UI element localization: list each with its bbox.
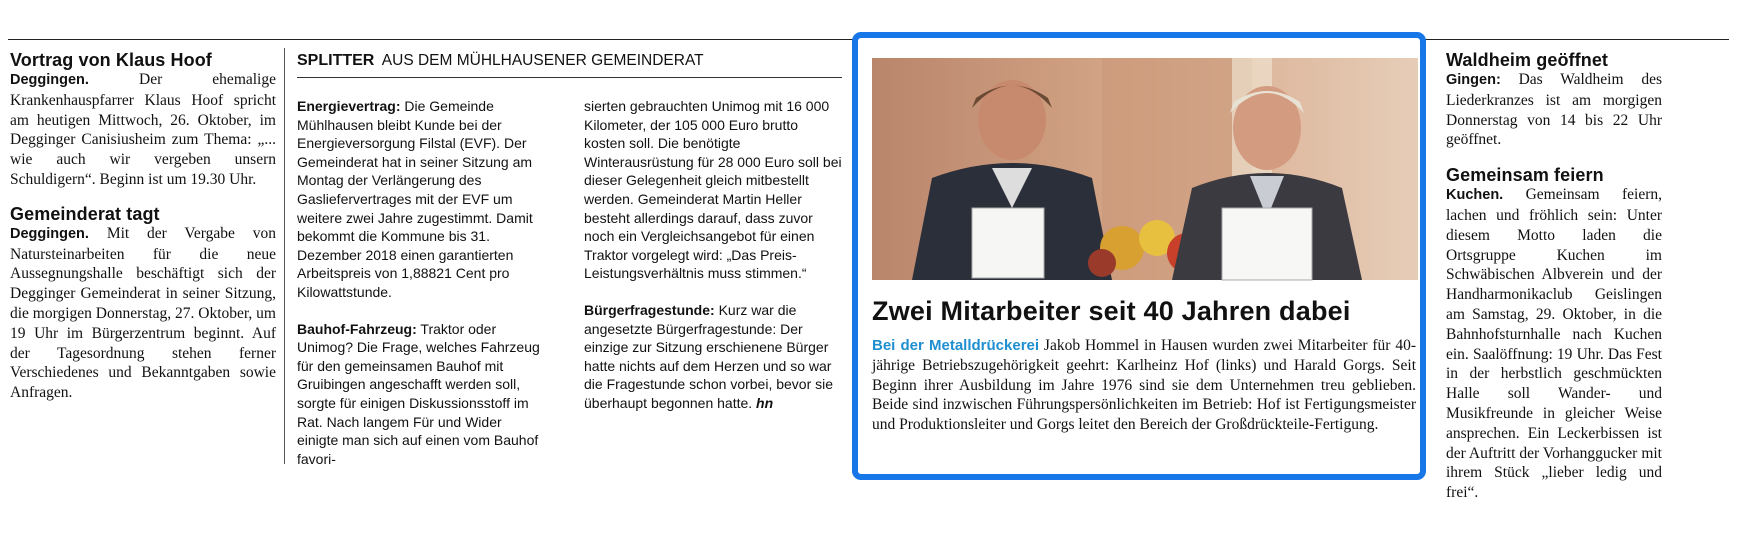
splitter-subtitle: AUS DEM MÜHLHAUSENER GEMEINDERAT — [381, 52, 704, 69]
splitter-item-bauhof — [297, 320, 542, 467]
feature-box — [852, 32, 1426, 480]
body-vortrag — [10, 70, 276, 190]
headline-vortrag: Vortrag von Klaus Hoof — [10, 50, 212, 70]
item-lead: Bauhof-Fahrzeug: — [297, 320, 417, 337]
text: Das Waldheim des Liederkranzes ist am morgigen Donnerstag von 14 bis 22 Uhr geöffnet. — [1446, 71, 1663, 149]
item-lead: Energievertrag: — [297, 98, 401, 114]
author-initials: hn — [756, 394, 774, 411]
photo-two-men-certificates — [872, 58, 1418, 280]
headline-feiern: Gemeinsam feiern — [1446, 165, 1604, 186]
caption-lead: Bei der Metalldrückerei — [872, 337, 1040, 354]
article-gemeinderat — [10, 204, 276, 403]
splitter-item-bauhof-tail — [584, 0, 842, 78]
splitter-item-energievertrag — [297, 97, 542, 302]
item-lead: Bürgerfragestunde: — [584, 301, 715, 318]
text: Mit der Vergabe von Natursteinarbeiten für die neue Aussegnungshalle beschäftigt sich der Degginger Gemeinderat in seiner Sitzung, die morgigen Donnerstag, 27. Oktober, um 19 Uhr im Bürgerzentrum beginnt. Auf der Tagesordnung stehen ferner Verschiedenes und Bekanntgaben sowie Anfragen. — [10, 224, 277, 402]
splitter-label: SPLITTER — [297, 52, 375, 69]
column-left — [10, 50, 276, 403]
splitter-col-a — [297, 97, 542, 467]
text: Der ehemalige Krankenhauspfarrer Klaus Hoof spricht am heutigen Mittwoch, 26. Oktober, im Degginger Canisiusheim zum Thema: „... wie auch wir vergeben unsern Schuldigern“. Beginn ist um 19.30 Uhr. — [10, 71, 276, 188]
column-divider — [284, 48, 285, 464]
item-body: Die Gemeinde Mühlhausen bleibt Kunde bei der Energieversorgung Filstal (EVF). Der Gemeinderat hat in seiner Sitzung am Montag der Verlängerung des Gasliefervertrages mit der EVF um weitere zwei Jahre zugestimmt. Damit bekommt die Kommune bis 31. Dezember 2018 einen garantierten Arbeitspreis von 1,88821 Cent pro Kilowattstunde. — [297, 98, 533, 300]
column-right — [1446, 50, 1662, 503]
body-gemeinderat — [10, 224, 276, 403]
item-body: Traktor oder Unimog? Die Frage, welches Fahrzeug für den gemeinsamen Bauhof mit Gruibingen angeschafft werden soll, sorgte für einigen Diskussionsstoff im Rat. Nach langem Für und Wider einigte man sich auf einen vom Bauhof favori- — [297, 320, 540, 467]
bauhof-continuation: sierten gebrauchten Unimog mit 16 000 Kilometer, der 105 000 Euro brutto kosten soll. Die benötigte Winterausrüstung für 28 000 Euro soll bei dieser Gelegenheit gleich mitbestellt werden. Gemeinderat Martin Heller besteht allerdings darauf, dass zuvor noch ein Vergleichsangebot für einen Traktor vorgelegt wird: „Das Preis-Leistungsverhältnis muss stimmen.“ — [584, 98, 842, 282]
caption-body: Jakob Hommel in Hausen wurden zwei Mitarbeiter für 40-jährige Betriebszugehörigkeit geehrt: Karlheinz Hof (links) und Harald Gorgs. Seit Beginn ihrer Ausbildung im Jahre 1976 sind sie dem Unternehmen treu geblieben. Beide sind inzwischen Führungspersönlichkeiten im Betrieb: Hof ist Fertigungsmeister und Produktionsleiter und Gorgs leitet den Bereich der Großdrückteile-Fertigung. — [872, 337, 1416, 434]
text: Gemeinsam feiern, lachen und fröhlich sein: Unter diesem Motto laden die Ortsgruppe Kuchen im Schwäbischen Albverein und der Handharmonikaclub Geislingen am Samstag, 29. Oktober, in die Bahnhofsturnhalle nach Kuchen ein. Saalöffnung: 19 Uhr. Das Fest in der herbstlich geschmückten Halle soll Wander- und Musikfreunde in gleicher Weise ansprechen. Ein Leckerbissen ist der Auftritt der Vorhanggucker mit ihrem Stück „lieber ledig und frei“. — [1446, 186, 1662, 502]
article-feiern — [1446, 165, 1662, 503]
body-waldheim — [1446, 70, 1662, 150]
headline-waldheim: Waldheim geöffnet — [1446, 50, 1609, 70]
splitter-col-b-text — [584, 97, 842, 413]
feature-caption — [872, 336, 1416, 435]
dateline: Gingen: — [1446, 72, 1501, 88]
headline-gemeinderat: Gemeinderat tagt — [10, 203, 160, 224]
dateline: Deggingen. — [10, 72, 89, 88]
splitter-gap — [571, 108, 572, 464]
splitter-item-buergerfragestunde — [584, 301, 842, 413]
item-body: Kurz war die angesetzte Bürgerfragestunde: Der einzige zur Sitzung erschienene Bürger hatte nichts auf dem Herzen und so war die Fragestunde schon vorbei, bevor sie überhaupt begonnen hatte. — [584, 301, 834, 411]
article-waldheim — [1446, 50, 1662, 150]
dateline: Deggingen. — [10, 225, 89, 242]
article-vortrag — [10, 50, 276, 190]
dateline: Kuchen. — [1446, 187, 1504, 204]
body-feiern — [1446, 185, 1662, 503]
feature-title: Zwei Mitarbeiter seit 40 Jahren dabei — [872, 296, 1351, 326]
